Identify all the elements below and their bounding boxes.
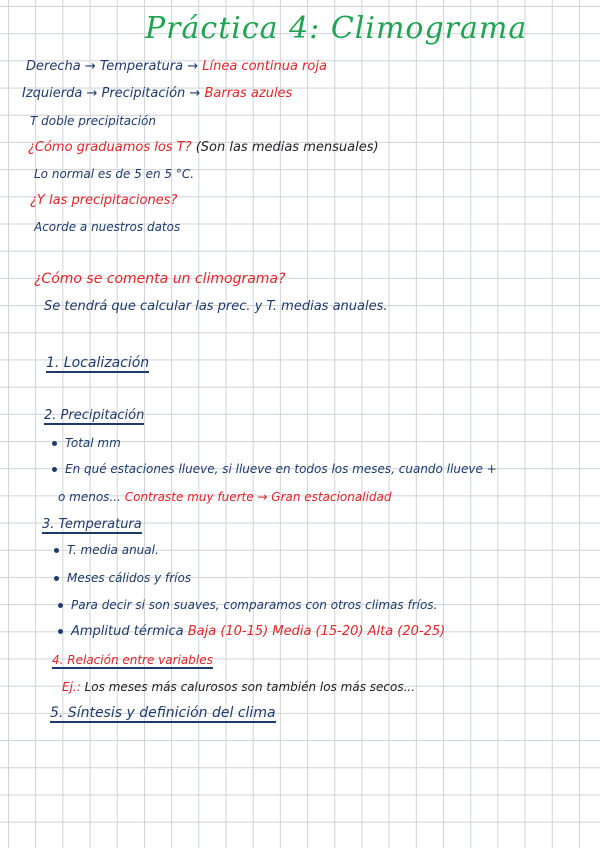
- heading-sintesis: 5. Síntesis y definición del clima: [50, 705, 276, 721]
- bullet-media-anual: [54, 544, 159, 556]
- bullet-comparar: [58, 599, 437, 611]
- line-right-axis: [26, 60, 327, 73]
- bullet-total: [52, 437, 121, 449]
- ejemplo-label: Ej.:: [62, 680, 81, 694]
- right-axis-value: Línea continua roja: [202, 59, 327, 74]
- question-t-answer: (Son las medias mensuales): [195, 140, 379, 155]
- line-normal: Lo normal es de 5 en 5 °C.: [34, 167, 195, 181]
- line-ejemplo: [62, 681, 415, 693]
- bullet-text: T. media anual.: [67, 543, 159, 557]
- heading-temperatura: 3. Temperatura: [42, 517, 142, 532]
- line-contraste: [58, 491, 392, 503]
- line-double: T doble precipitación: [30, 114, 157, 128]
- line-question-prec: ¿Y las precipitaciones?: [30, 193, 178, 208]
- bullet-icon: [52, 441, 57, 446]
- heading-relacion: 4. Relación entre variables: [52, 653, 213, 667]
- left-axis-label: Izquierda → Precipitación →: [22, 86, 201, 101]
- amplitud-label: Amplitud térmica: [71, 624, 184, 639]
- contraste-prefix: o menos...: [58, 490, 121, 504]
- heading-localizacion: 1. Localización: [46, 355, 150, 371]
- bullet-meses: [54, 572, 191, 584]
- line-acorde: Acorde a nuestros datos: [34, 220, 181, 234]
- heading-precipitacion: 2. Precipitación: [44, 408, 145, 423]
- line-left-axis: [22, 87, 292, 100]
- page-title: Práctica 4: Climograma: [145, 11, 528, 46]
- left-axis-value: Barras azules: [204, 86, 293, 101]
- bullet-icon: [54, 576, 59, 581]
- bullet-text: En qué estaciones llueve, si llueve en todos los meses, cuando llueve +: [65, 462, 497, 476]
- bullet-amplitud: [58, 625, 445, 638]
- bullet-estaciones: [52, 463, 497, 475]
- bullet-icon: [58, 629, 63, 634]
- bullet-text: Total mm: [65, 436, 121, 450]
- bullet-icon: [54, 548, 59, 553]
- right-axis-label: Derecha → Temperatura →: [26, 59, 199, 74]
- bullet-icon: [58, 603, 63, 608]
- intro-line: Se tendrá que calcular las prec. y T. medias anuales.: [44, 299, 388, 314]
- line-question-t: [28, 141, 379, 154]
- bullet-icon: [52, 467, 57, 472]
- section-question: ¿Cómo se comenta un climograma?: [34, 271, 286, 287]
- contraste-text: Contraste muy fuerte → Gran estacionalidad: [124, 490, 392, 504]
- question-t: ¿Cómo graduamos los T?: [28, 140, 192, 155]
- amplitud-values: Baja (10-15) Media (15-20) Alta (20-25): [187, 624, 446, 639]
- ejemplo-text: Los meses más calurosos son también los más secos...: [84, 680, 416, 694]
- bullet-text: Para decir si son suaves, comparamos con otros climas fríos.: [71, 598, 438, 612]
- bullet-text: Meses cálidos y fríos: [67, 571, 192, 585]
